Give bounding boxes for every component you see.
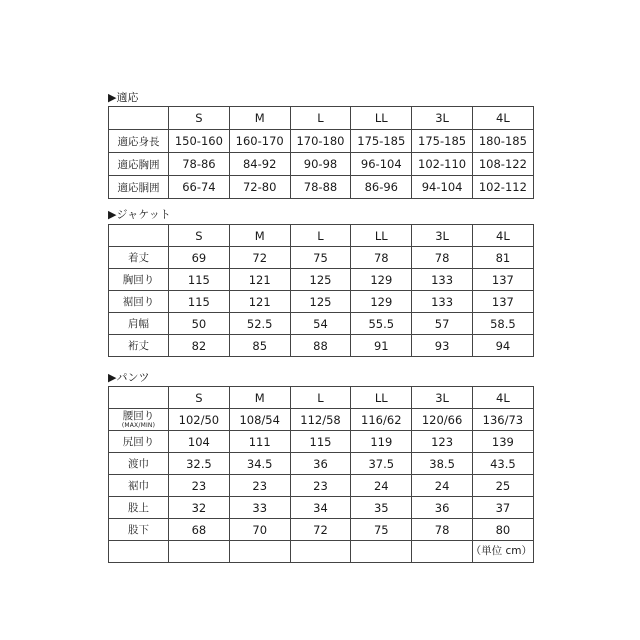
table-row <box>109 176 534 199</box>
section-title-jacket: ▶ジャケット <box>108 208 171 221</box>
table-cell: 133 <box>412 269 473 291</box>
header-cell: M <box>229 107 290 130</box>
table-cell: 36 <box>290 453 351 475</box>
table-row <box>109 153 534 176</box>
table-row <box>109 541 534 563</box>
jacket-size-table <box>108 224 534 357</box>
table-cell: 121 <box>229 291 290 313</box>
table-row <box>109 453 534 475</box>
table-cell: 180-185 <box>472 130 533 153</box>
table-cell: 32 <box>169 497 230 519</box>
header-cell: LL <box>351 225 412 247</box>
table-cell: 75 <box>290 247 351 269</box>
header-cell: S <box>169 107 230 130</box>
header-cell: L <box>290 107 351 130</box>
table-cell: 72 <box>229 247 290 269</box>
row-label: 尻回り <box>109 431 169 453</box>
table-cell: 68 <box>169 519 230 541</box>
table-cell: 72 <box>290 519 351 541</box>
table-cell: 139 <box>472 431 533 453</box>
table-cell: 78 <box>412 519 473 541</box>
row-label: 適応胸囲 <box>109 153 169 176</box>
table-cell <box>229 541 290 563</box>
table-cell: 66-74 <box>169 176 230 199</box>
table-cell: 81 <box>472 247 533 269</box>
table-cell: 108-122 <box>472 153 533 176</box>
row-label: 着丈 <box>109 247 169 269</box>
table-cell <box>351 541 412 563</box>
table-cell: 120/66 <box>412 409 473 431</box>
table-cell: 111 <box>229 431 290 453</box>
header-cell: S <box>169 387 230 409</box>
fit-size-table <box>108 106 534 199</box>
row-label: 肩幅 <box>109 313 169 335</box>
header-cell <box>109 225 169 247</box>
table-header-row <box>109 387 534 409</box>
header-cell: L <box>290 387 351 409</box>
table-cell: 78-88 <box>290 176 351 199</box>
row-label-sub: (MAX/MIN) <box>121 422 156 429</box>
table-cell: 160-170 <box>229 130 290 153</box>
header-cell: 4L <box>472 387 533 409</box>
table-cell: 137 <box>472 269 533 291</box>
table-row <box>109 409 534 431</box>
table-cell <box>290 541 351 563</box>
table-cell: 23 <box>169 475 230 497</box>
table-cell: 108/54 <box>229 409 290 431</box>
header-cell: 4L <box>472 107 533 130</box>
table-cell: 75 <box>351 519 412 541</box>
header-cell <box>109 387 169 409</box>
table-cell: 25 <box>472 475 533 497</box>
table-cell: 24 <box>351 475 412 497</box>
table-cell: 125 <box>290 269 351 291</box>
table-row <box>109 519 534 541</box>
header-cell: 3L <box>412 225 473 247</box>
table-cell: 33 <box>229 497 290 519</box>
table-cell: 129 <box>351 269 412 291</box>
table-cell: 119 <box>351 431 412 453</box>
table-cell: 78-86 <box>169 153 230 176</box>
row-label: 裾回り <box>109 291 169 313</box>
table-cell: 82 <box>169 335 230 357</box>
table-cell: 170-180 <box>290 130 351 153</box>
table-header-row <box>109 107 534 130</box>
row-label: 適応身長 <box>109 130 169 153</box>
header-cell: M <box>229 225 290 247</box>
table-cell: 104 <box>169 431 230 453</box>
table-cell: 23 <box>229 475 290 497</box>
table-row <box>109 247 534 269</box>
table-cell: 175-185 <box>412 130 473 153</box>
header-cell: L <box>290 225 351 247</box>
header-cell: LL <box>351 387 412 409</box>
table-cell: 85 <box>229 335 290 357</box>
header-cell: 3L <box>412 387 473 409</box>
table-cell: 102-112 <box>472 176 533 199</box>
row-label <box>109 409 169 431</box>
table-cell: 112/58 <box>290 409 351 431</box>
row-label: 裄丈 <box>109 335 169 357</box>
header-cell: 3L <box>412 107 473 130</box>
table-row <box>109 291 534 313</box>
table-cell: 32.5 <box>169 453 230 475</box>
table-row <box>109 130 534 153</box>
table-cell: 102-110 <box>412 153 473 176</box>
table-cell: 23 <box>290 475 351 497</box>
table-cell: 125 <box>290 291 351 313</box>
header-cell: 4L <box>472 225 533 247</box>
header-cell: M <box>229 387 290 409</box>
row-label: 股上 <box>109 497 169 519</box>
unit-note: （単位 cm） <box>470 545 532 557</box>
table-cell: 43.5 <box>472 453 533 475</box>
table-cell: 38.5 <box>412 453 473 475</box>
table-cell: 86-96 <box>351 176 412 199</box>
table-cell: 69 <box>169 247 230 269</box>
pants-size-table <box>108 386 534 563</box>
table-row <box>109 313 534 335</box>
table-cell: 35 <box>351 497 412 519</box>
header-cell <box>109 107 169 130</box>
table-cell: 78 <box>351 247 412 269</box>
table-cell: 58.5 <box>472 313 533 335</box>
table-cell: 94 <box>472 335 533 357</box>
table-cell: 37.5 <box>351 453 412 475</box>
table-cell: 94-104 <box>412 176 473 199</box>
table-cell: 80 <box>472 519 533 541</box>
table-cell: 129 <box>351 291 412 313</box>
table-cell: 72-80 <box>229 176 290 199</box>
table-row <box>109 431 534 453</box>
table-cell: 116/62 <box>351 409 412 431</box>
table-cell: 70 <box>229 519 290 541</box>
table-cell: 55.5 <box>351 313 412 335</box>
table-cell: 115 <box>290 431 351 453</box>
table-cell: 90-98 <box>290 153 351 176</box>
header-cell: LL <box>351 107 412 130</box>
table-cell: 91 <box>351 335 412 357</box>
table-cell: 115 <box>169 269 230 291</box>
table-cell: 136/73 <box>472 409 533 431</box>
table-cell: 88 <box>290 335 351 357</box>
row-label: 股下 <box>109 519 169 541</box>
table-row <box>109 475 534 497</box>
section-title-pants: ▶パンツ <box>108 371 150 384</box>
table-cell: 93 <box>412 335 473 357</box>
table-cell: 175-185 <box>351 130 412 153</box>
table-header-row <box>109 225 534 247</box>
table-cell: 24 <box>412 475 473 497</box>
table-row <box>109 497 534 519</box>
table-cell: 54 <box>290 313 351 335</box>
table-cell: 78 <box>412 247 473 269</box>
table-row <box>109 335 534 357</box>
table-cell: 137 <box>472 291 533 313</box>
row-label <box>109 541 169 563</box>
table-cell: 34.5 <box>229 453 290 475</box>
table-cell: 123 <box>412 431 473 453</box>
header-cell: S <box>169 225 230 247</box>
table-cell <box>412 541 473 563</box>
row-label-main: 腰回り <box>122 410 155 422</box>
table-cell: 57 <box>412 313 473 335</box>
row-label: 渡巾 <box>109 453 169 475</box>
row-label: 胸回り <box>109 269 169 291</box>
table-cell: 150-160 <box>169 130 230 153</box>
table-cell: 37 <box>472 497 533 519</box>
table-cell: 133 <box>412 291 473 313</box>
row-label: 適応胴囲 <box>109 176 169 199</box>
section-title-fit: ▶適応 <box>108 91 139 104</box>
table-cell: 115 <box>169 291 230 313</box>
table-cell: 52.5 <box>229 313 290 335</box>
table-cell: 121 <box>229 269 290 291</box>
table-row <box>109 269 534 291</box>
table-cell: 50 <box>169 313 230 335</box>
table-cell: 96-104 <box>351 153 412 176</box>
table-cell: 102/50 <box>169 409 230 431</box>
row-label: 裾巾 <box>109 475 169 497</box>
table-cell: 36 <box>412 497 473 519</box>
table-cell: 84-92 <box>229 153 290 176</box>
table-cell: 34 <box>290 497 351 519</box>
table-cell <box>169 541 230 563</box>
